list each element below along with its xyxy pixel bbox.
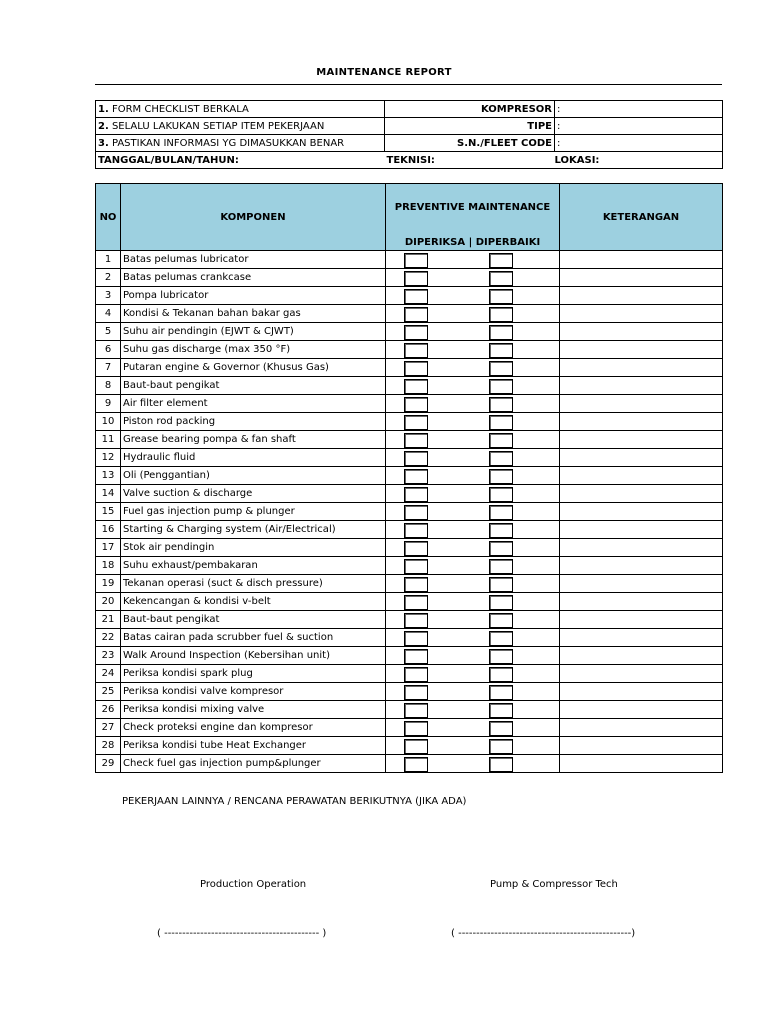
teknisi-field[interactable]: TEKNISI: xyxy=(385,152,555,169)
info-field-label: S.N./FLEET CODE xyxy=(385,135,555,152)
diperbaiki-cell xyxy=(473,593,560,611)
checklist-row xyxy=(96,287,723,305)
diperbaiki-cell xyxy=(473,413,560,431)
diperiksa-checkbox[interactable] xyxy=(404,379,428,394)
diperiksa-cell xyxy=(386,503,473,521)
keterangan-field[interactable] xyxy=(560,593,723,611)
diperiksa-checkbox[interactable] xyxy=(404,685,428,700)
diperiksa-checkbox[interactable] xyxy=(404,289,428,304)
info-field-label: KOMPRESOR xyxy=(385,101,555,118)
item-number: 22 xyxy=(96,629,121,647)
diperbaiki-checkbox[interactable] xyxy=(489,415,513,430)
diperbaiki-cell xyxy=(473,701,560,719)
item-number: 10 xyxy=(96,413,121,431)
diperbaiki-checkbox[interactable] xyxy=(489,271,513,286)
keterangan-field[interactable] xyxy=(560,719,723,737)
signature-label-production: Production Operation xyxy=(200,879,307,890)
diperiksa-cell xyxy=(386,323,473,341)
diperiksa-cell xyxy=(386,539,473,557)
diperiksa-checkbox[interactable] xyxy=(404,541,428,556)
item-komponen: Batas cairan pada scrubber fuel & suction xyxy=(121,629,386,647)
keterangan-field[interactable] xyxy=(560,431,723,449)
diperiksa-cell xyxy=(386,305,473,323)
item-number: 20 xyxy=(96,593,121,611)
diperiksa-checkbox[interactable] xyxy=(404,451,428,466)
diperbaiki-cell xyxy=(473,503,560,521)
diperbaiki-cell xyxy=(473,287,560,305)
checklist-row xyxy=(96,503,723,521)
diperiksa-cell xyxy=(386,269,473,287)
keterangan-field[interactable] xyxy=(560,449,723,467)
diperbaiki-checkbox[interactable] xyxy=(489,505,513,520)
item-komponen: Periksa kondisi valve kompresor xyxy=(121,683,386,701)
info-table xyxy=(95,100,723,169)
checklist-row xyxy=(96,431,723,449)
checklist-row xyxy=(96,737,723,755)
diperbaiki-checkbox[interactable] xyxy=(489,397,513,412)
diperiksa-cell xyxy=(386,485,473,503)
checklist-row xyxy=(96,629,723,647)
diperbaiki-checkbox[interactable] xyxy=(489,379,513,394)
item-komponen: Piston rod packing xyxy=(121,413,386,431)
diperbaiki-cell xyxy=(473,737,560,755)
diperbaiki-cell xyxy=(473,539,560,557)
keterangan-field[interactable] xyxy=(560,323,723,341)
diperbaiki-checkbox[interactable] xyxy=(489,253,513,268)
diperiksa-checkbox[interactable] xyxy=(404,415,428,430)
diperiksa-checkbox[interactable] xyxy=(404,361,428,376)
checklist-row xyxy=(96,575,723,593)
diperbaiki-cell xyxy=(473,431,560,449)
diperiksa-cell xyxy=(386,683,473,701)
diperiksa-checkbox[interactable] xyxy=(404,253,428,268)
keterangan-field[interactable] xyxy=(560,665,723,683)
item-komponen: Kekencangan & kondisi v-belt xyxy=(121,593,386,611)
diperiksa-cell xyxy=(386,341,473,359)
checklist-row xyxy=(96,557,723,575)
diperiksa-cell xyxy=(386,665,473,683)
keterangan-field[interactable] xyxy=(560,683,723,701)
item-number: 13 xyxy=(96,467,121,485)
checklist-row xyxy=(96,323,723,341)
diperbaiki-checkbox[interactable] xyxy=(489,361,513,376)
keterangan-field[interactable] xyxy=(560,269,723,287)
signature-line-pump-compressor: ( ------------------------------------------------) xyxy=(451,928,636,939)
item-number: 4 xyxy=(96,305,121,323)
diperiksa-checkbox[interactable] xyxy=(404,721,428,736)
item-komponen: Periksa kondisi tube Heat Exchanger xyxy=(121,737,386,755)
diperiksa-cell xyxy=(386,449,473,467)
checklist-row xyxy=(96,647,723,665)
diperbaiki-checkbox[interactable] xyxy=(489,577,513,592)
header-komponen: KOMPONEN xyxy=(121,184,386,251)
signature-line-production: ( ------------------------------------------- ) xyxy=(157,928,327,939)
item-komponen: Tekanan operasi (suct & disch pressure) xyxy=(121,575,386,593)
info-row xyxy=(96,135,723,152)
item-number: 9 xyxy=(96,395,121,413)
checklist-table xyxy=(95,183,723,773)
checklist-row xyxy=(96,611,723,629)
header-no: NO xyxy=(96,184,121,251)
diperiksa-cell xyxy=(386,737,473,755)
diperiksa-cell xyxy=(386,431,473,449)
item-komponen: Periksa kondisi spark plug xyxy=(121,665,386,683)
keterangan-field[interactable] xyxy=(560,701,723,719)
item-komponen: Suhu air pendingin (EJWT & CJWT) xyxy=(121,323,386,341)
diperbaiki-checkbox[interactable] xyxy=(489,343,513,358)
diperbaiki-checkbox[interactable] xyxy=(489,685,513,700)
diperbaiki-checkbox[interactable] xyxy=(489,667,513,682)
diperbaiki-cell xyxy=(473,521,560,539)
diperiksa-checkbox[interactable] xyxy=(404,505,428,520)
diperiksa-checkbox[interactable] xyxy=(404,325,428,340)
checklist-row xyxy=(96,341,723,359)
checklist-row xyxy=(96,683,723,701)
diperiksa-cell xyxy=(386,467,473,485)
item-komponen: Grease bearing pompa & fan shaft xyxy=(121,431,386,449)
item-number: 21 xyxy=(96,611,121,629)
item-number: 8 xyxy=(96,377,121,395)
diperbaiki-cell xyxy=(473,305,560,323)
item-komponen: Check fuel gas injection pump&plunger xyxy=(121,755,386,773)
diperiksa-checkbox[interactable] xyxy=(404,595,428,610)
diperbaiki-cell xyxy=(473,485,560,503)
checklist-row xyxy=(96,485,723,503)
checklist-row xyxy=(96,377,723,395)
diperbaiki-checkbox[interactable] xyxy=(489,487,513,502)
keterangan-field[interactable] xyxy=(560,413,723,431)
diperbaiki-cell xyxy=(473,251,560,269)
item-komponen: Periksa kondisi mixing valve xyxy=(121,701,386,719)
diperiksa-checkbox[interactable] xyxy=(404,667,428,682)
checklist-row xyxy=(96,395,723,413)
header-pm-title: PREVENTIVE MAINTENANCE xyxy=(394,202,551,213)
keterangan-field[interactable] xyxy=(560,557,723,575)
diperbaiki-cell xyxy=(473,557,560,575)
diperbaiki-cell xyxy=(473,719,560,737)
keterangan-field[interactable] xyxy=(560,521,723,539)
checklist-row xyxy=(96,665,723,683)
diperbaiki-cell xyxy=(473,683,560,701)
checklist-row xyxy=(96,413,723,431)
diperbaiki-checkbox[interactable] xyxy=(489,613,513,628)
diperiksa-cell xyxy=(386,701,473,719)
item-number: 26 xyxy=(96,701,121,719)
keterangan-field[interactable] xyxy=(560,503,723,521)
keterangan-field[interactable] xyxy=(560,341,723,359)
item-number: 2 xyxy=(96,269,121,287)
diperbaiki-cell xyxy=(473,359,560,377)
item-number: 1 xyxy=(96,251,121,269)
checklist-row xyxy=(96,305,723,323)
info-instruction xyxy=(96,118,385,135)
keterangan-field[interactable] xyxy=(560,467,723,485)
diperiksa-checkbox[interactable] xyxy=(404,397,428,412)
item-number: 5 xyxy=(96,323,121,341)
diperiksa-cell xyxy=(386,287,473,305)
checklist-row xyxy=(96,719,723,737)
diperiksa-checkbox[interactable] xyxy=(404,631,428,646)
keterangan-field[interactable] xyxy=(560,755,723,773)
item-number: 16 xyxy=(96,521,121,539)
item-komponen: Pompa lubricator xyxy=(121,287,386,305)
diperiksa-cell xyxy=(386,629,473,647)
diperbaiki-checkbox[interactable] xyxy=(489,469,513,484)
keterangan-field[interactable] xyxy=(560,575,723,593)
item-komponen: Oli (Penggantian) xyxy=(121,467,386,485)
info-instruction xyxy=(96,101,385,118)
checklist-row xyxy=(96,467,723,485)
diperiksa-checkbox[interactable] xyxy=(404,739,428,754)
diperiksa-checkbox[interactable] xyxy=(404,559,428,574)
diperbaiki-cell xyxy=(473,647,560,665)
keterangan-field[interactable] xyxy=(560,287,723,305)
info-instruction xyxy=(96,135,385,152)
checklist-row xyxy=(96,449,723,467)
signature-label-pump-compressor: Pump & Compressor Tech xyxy=(490,879,618,890)
item-komponen: Stok air pendingin xyxy=(121,539,386,557)
keterangan-field[interactable] xyxy=(560,395,723,413)
diperbaiki-cell xyxy=(473,377,560,395)
item-komponen: Starting & Charging system (Air/Electrical) xyxy=(121,521,386,539)
item-number: 7 xyxy=(96,359,121,377)
diperbaiki-checkbox[interactable] xyxy=(489,649,513,664)
info-text: PASTIKAN INFORMASI YG DIMASUKKAN BENAR xyxy=(111,137,345,149)
item-komponen: Batas pelumas crankcase xyxy=(121,269,386,287)
diperiksa-cell xyxy=(386,611,473,629)
other-work-note: PEKERJAAN LAINNYA / RENCANA PERAWATAN BERIKUTNYA (JIKA ADA) xyxy=(122,796,467,807)
info-field-label: TIPE xyxy=(385,118,555,135)
item-number: 19 xyxy=(96,575,121,593)
item-komponen: Valve suction & discharge xyxy=(121,485,386,503)
diperbaiki-checkbox[interactable] xyxy=(489,595,513,610)
diperiksa-cell xyxy=(386,359,473,377)
info-field-value[interactable]: : xyxy=(555,101,723,118)
checklist-row xyxy=(96,359,723,377)
info-number: 3. xyxy=(98,137,109,149)
diperbaiki-cell xyxy=(473,575,560,593)
info-text: SELALU LAKUKAN SETIAP ITEM PEKERJAAN xyxy=(111,120,325,132)
diperbaiki-cell xyxy=(473,611,560,629)
item-komponen: Air filter element xyxy=(121,395,386,413)
checklist-row xyxy=(96,521,723,539)
diperbaiki-cell xyxy=(473,467,560,485)
info-field-value[interactable]: : xyxy=(555,118,723,135)
diperiksa-checkbox[interactable] xyxy=(404,757,428,772)
diperiksa-cell xyxy=(386,413,473,431)
info-row xyxy=(96,101,723,118)
diperiksa-cell xyxy=(386,593,473,611)
keterangan-field[interactable] xyxy=(560,251,723,269)
item-number: 15 xyxy=(96,503,121,521)
diperiksa-cell xyxy=(386,251,473,269)
checklist-header-row xyxy=(96,184,723,251)
keterangan-field[interactable] xyxy=(560,647,723,665)
diperbaiki-cell xyxy=(473,341,560,359)
info-number: 1. xyxy=(98,103,109,115)
header-keterangan: KETERANGAN xyxy=(560,184,723,251)
item-komponen: Putaran engine & Governor (Khusus Gas) xyxy=(121,359,386,377)
item-number: 27 xyxy=(96,719,121,737)
diperiksa-cell xyxy=(386,377,473,395)
item-komponen: Walk Around Inspection (Kebersihan unit) xyxy=(121,647,386,665)
item-komponen: Suhu exhaust/pembakaran xyxy=(121,557,386,575)
title-divider xyxy=(95,84,722,85)
info-row xyxy=(96,118,723,135)
diperbaiki-checkbox[interactable] xyxy=(489,307,513,322)
item-number: 14 xyxy=(96,485,121,503)
keterangan-field[interactable] xyxy=(560,539,723,557)
diperbaiki-checkbox[interactable] xyxy=(489,559,513,574)
diperbaiki-checkbox[interactable] xyxy=(489,739,513,754)
item-komponen: Check proteksi engine dan kompresor xyxy=(121,719,386,737)
checklist-row xyxy=(96,701,723,719)
diperbaiki-checkbox[interactable] xyxy=(489,721,513,736)
checklist-row xyxy=(96,251,723,269)
keterangan-field[interactable] xyxy=(560,611,723,629)
item-number: 23 xyxy=(96,647,121,665)
item-komponen: Fuel gas injection pump & plunger xyxy=(121,503,386,521)
diperbaiki-cell xyxy=(473,395,560,413)
info-text: FORM CHECKLIST BERKALA xyxy=(111,103,249,115)
info-field-value[interactable]: : xyxy=(555,135,723,152)
checklist-row xyxy=(96,593,723,611)
diperiksa-checkbox[interactable] xyxy=(404,343,428,358)
diperbaiki-cell xyxy=(473,665,560,683)
diperiksa-cell xyxy=(386,395,473,413)
item-number: 12 xyxy=(96,449,121,467)
diperiksa-cell xyxy=(386,557,473,575)
keterangan-field[interactable] xyxy=(560,485,723,503)
item-komponen: Kondisi & Tekanan bahan bakar gas xyxy=(121,305,386,323)
keterangan-field[interactable] xyxy=(560,629,723,647)
diperbaiki-cell xyxy=(473,449,560,467)
diperiksa-checkbox[interactable] xyxy=(404,613,428,628)
item-number: 28 xyxy=(96,737,121,755)
item-number: 17 xyxy=(96,539,121,557)
diperbaiki-checkbox[interactable] xyxy=(489,703,513,718)
diperbaiki-checkbox[interactable] xyxy=(489,523,513,538)
keterangan-field[interactable] xyxy=(560,737,723,755)
diperiksa-checkbox[interactable] xyxy=(404,307,428,322)
diperbaiki-cell xyxy=(473,323,560,341)
diperiksa-checkbox[interactable] xyxy=(404,271,428,286)
diperiksa-cell xyxy=(386,719,473,737)
checklist-row xyxy=(96,269,723,287)
diperbaiki-cell xyxy=(473,629,560,647)
item-komponen: Suhu gas discharge (max 350 °F) xyxy=(121,341,386,359)
keterangan-field[interactable] xyxy=(560,305,723,323)
diperiksa-checkbox[interactable] xyxy=(404,487,428,502)
item-number: 6 xyxy=(96,341,121,359)
diperbaiki-checkbox[interactable] xyxy=(489,541,513,556)
item-number: 18 xyxy=(96,557,121,575)
diperbaiki-checkbox[interactable] xyxy=(489,325,513,340)
diperiksa-checkbox[interactable] xyxy=(404,469,428,484)
diperbaiki-cell xyxy=(473,269,560,287)
item-komponen: Baut-baut pengikat xyxy=(121,611,386,629)
diperiksa-checkbox[interactable] xyxy=(404,433,428,448)
info-number: 2. xyxy=(98,120,109,132)
item-komponen: Hydraulic fluid xyxy=(121,449,386,467)
item-number: 25 xyxy=(96,683,121,701)
diperiksa-checkbox[interactable] xyxy=(404,703,428,718)
keterangan-field[interactable] xyxy=(560,377,723,395)
lokasi-field[interactable]: LOKASI: xyxy=(555,152,723,169)
item-number: 11 xyxy=(96,431,121,449)
diperiksa-cell xyxy=(386,647,473,665)
item-number: 24 xyxy=(96,665,121,683)
checklist-row xyxy=(96,539,723,557)
info-row-date-tech-location xyxy=(96,152,723,169)
item-komponen: Baut-baut pengikat xyxy=(121,377,386,395)
diperiksa-cell xyxy=(386,755,473,773)
diperiksa-checkbox[interactable] xyxy=(404,649,428,664)
diperiksa-cell xyxy=(386,575,473,593)
checklist-row xyxy=(96,755,723,773)
diperbaiki-checkbox[interactable] xyxy=(489,757,513,772)
keterangan-field[interactable] xyxy=(560,359,723,377)
item-number: 3 xyxy=(96,287,121,305)
diperbaiki-checkbox[interactable] xyxy=(489,451,513,466)
diperbaiki-cell xyxy=(473,755,560,773)
item-komponen: Batas pelumas lubricator xyxy=(121,251,386,269)
diperbaiki-checkbox[interactable] xyxy=(489,631,513,646)
header-preventive-maintenance xyxy=(386,184,560,251)
item-number: 29 xyxy=(96,755,121,773)
diperbaiki-checkbox[interactable] xyxy=(489,289,513,304)
diperiksa-cell xyxy=(386,521,473,539)
header-pm-sub: DIPERIKSA | DIPERBAIKI xyxy=(404,237,541,248)
report-title: MAINTENANCE REPORT xyxy=(316,67,452,78)
diperiksa-checkbox[interactable] xyxy=(404,523,428,538)
diperiksa-checkbox[interactable] xyxy=(404,577,428,592)
diperbaiki-checkbox[interactable] xyxy=(489,433,513,448)
tanggal-field[interactable]: TANGGAL/BULAN/TAHUN: xyxy=(96,152,385,169)
